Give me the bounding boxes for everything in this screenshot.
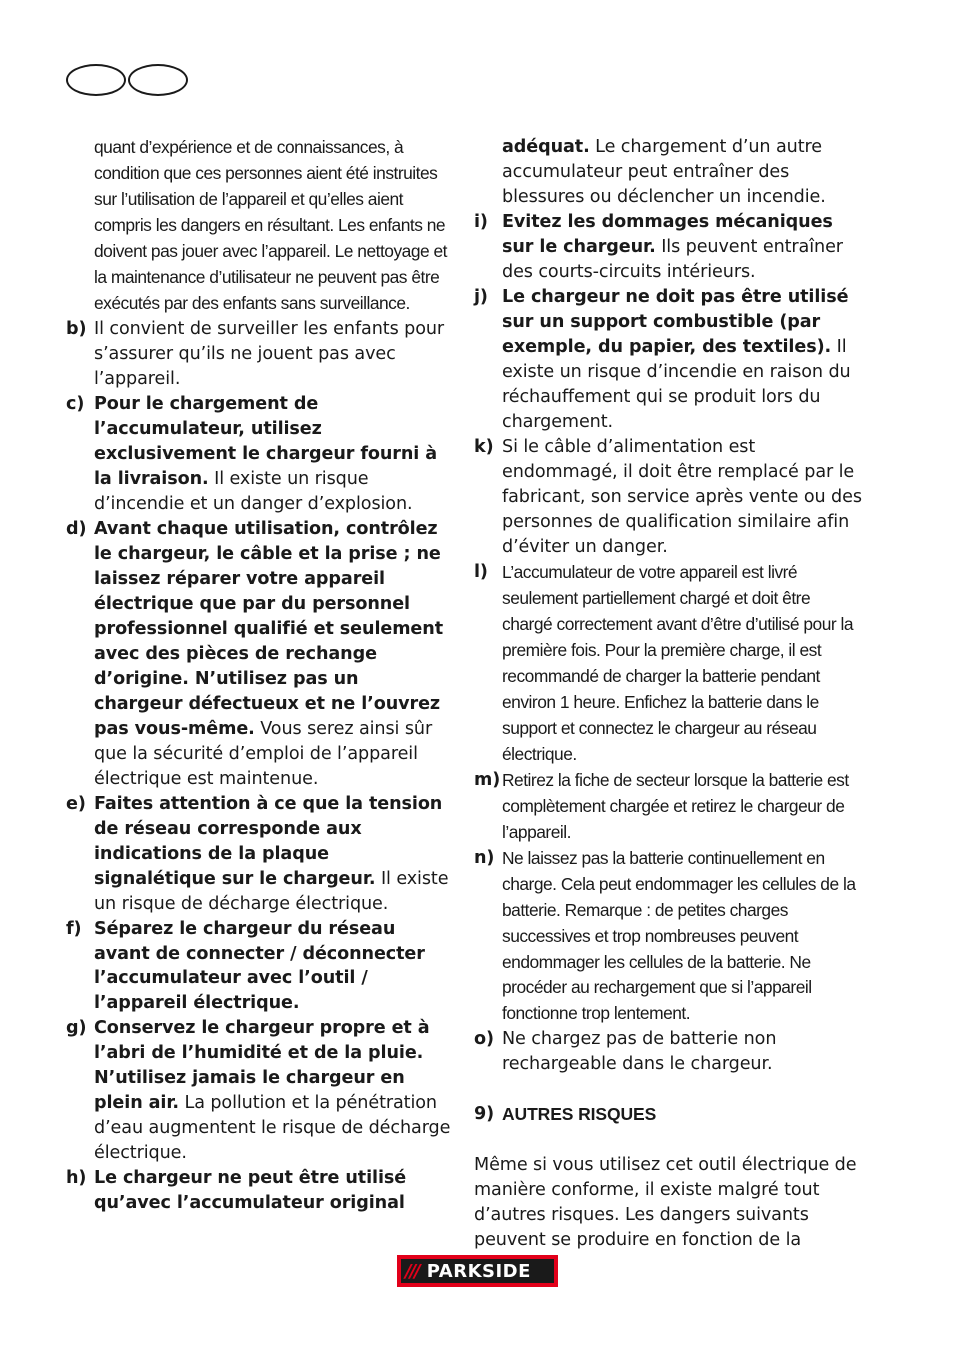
item-text: Il existe un risque d’incendie en raison du réchauffement qui se produit lors du chargement.	[502, 336, 851, 432]
item-label: m)	[474, 769, 501, 790]
list-item-l	[474, 560, 864, 768]
right-column	[474, 135, 864, 1253]
left-column	[66, 135, 452, 1216]
spacer	[474, 1077, 864, 1102]
list-item-e	[66, 792, 452, 917]
logo-slashes: ///	[405, 1260, 419, 1282]
list-item-n	[474, 846, 864, 1028]
item-text: La pollution et la pénétration d’eau augmentent le risque de décharge électrique.	[94, 1093, 451, 1164]
language-badge	[66, 64, 188, 98]
list-item-d	[66, 517, 452, 792]
item-label: f)	[66, 918, 82, 939]
item-label: j)	[474, 286, 488, 307]
item-bold-text: Conservez le chargeur propre et à l’abri de l’humidité et de la pluie. N’utilisez jamais le chargeur en plein air.	[94, 1018, 430, 1114]
item-bold-text: adéquat.	[502, 137, 590, 157]
item-text: Il existe un risque de décharge électrique.	[94, 868, 449, 914]
item-text: Si le câble d’alimentation est endommagé, il doit être remplacé par le fabricant, son service après vente ou des personnes de qualification similaire afin d’éviter un danger.	[502, 436, 862, 557]
logo-text: PARKSIDE	[426, 1260, 531, 1282]
list-item-c	[66, 392, 452, 517]
list-item-a-continuation	[66, 135, 452, 317]
spacer	[474, 1128, 864, 1153]
item-text: Il existe un risque d’incendie et un danger d’explosion.	[94, 468, 413, 514]
item-label: c)	[66, 393, 85, 414]
item-bold-text: Séparez le chargeur du réseau avant de connecter / déconnecter l’accumulateur avec l’outil / l’appareil électrique.	[94, 918, 425, 1014]
item-label: e)	[66, 793, 86, 814]
item-text: Il convient de surveiller les enfants pour s’assurer qu’ils ne jouent pas avec l’appareil.	[94, 318, 445, 389]
section-number: 9)	[474, 1104, 495, 1125]
item-bold-text: Le chargeur ne doit pas être utilisé sur un support combustible (par exemple, du papier, des textiles).	[502, 286, 849, 357]
item-text: Ils peuvent entraîner des courts-circuits intérieurs.	[502, 236, 843, 282]
item-label: n)	[474, 847, 495, 868]
item-text: L’accumulateur de votre appareil est livré seulement partiellement chargé et doit être chargé correctement avant d’être d’utilisé pour la première fois. Pour la première charge, il est recommandé de charger la batterie pendant environ 1 heure. Enfichez la batterie dans le support et connectez le chargeur au réseau électrique.	[502, 561, 854, 764]
language-badge-right-oval	[128, 64, 188, 96]
item-label: k)	[474, 436, 494, 457]
item-text: Ne chargez pas de batterie non rechargeable dans le chargeur.	[502, 1029, 777, 1075]
list-item-f	[66, 917, 452, 1017]
list-item-m	[474, 768, 864, 846]
item-text: Retirez la fiche de secteur lorsque la batterie est complètement chargée et retirez le chargeur de l’appareil.	[502, 769, 849, 842]
section-title: AUTRES RISQUES	[502, 1104, 657, 1125]
item-bold-text: Avant chaque utilisation, contrôlez le chargeur, le câble et la prise ; ne laissez réparer votre appareil électrique que par du personnel professionnel qualifié et seulement avec des pièces de rechange d’origine. N’utilisez pas un chargeur défectueux et ne l’ouvrez pas vous-même.	[94, 518, 444, 739]
list-item-b	[66, 317, 452, 392]
list-item-g	[66, 1016, 452, 1166]
item-label: b)	[66, 318, 87, 339]
list-item-h	[66, 1166, 452, 1216]
section-heading	[474, 1102, 864, 1128]
section-paragraph: Même si vous utilisez cet outil électrique de manière conforme, il existe malgré tout d’autres risques. Les dangers suivants peuvent se produire en fonction de la	[474, 1155, 857, 1251]
item-text: Le chargement d’un autre accumulateur peut entraîner des blessures ou déclencher un incendie.	[502, 137, 826, 207]
item-label: o)	[474, 1029, 494, 1050]
list-item-j	[474, 285, 864, 435]
item-bold-text: Faites attention à ce que la tension de réseau corresponde aux indications de la plaque signalétique sur le chargeur.	[94, 793, 443, 889]
list-item-i	[474, 210, 864, 285]
item-label: d)	[66, 518, 87, 539]
item-label: h)	[66, 1168, 87, 1189]
list-item-o	[474, 1027, 864, 1077]
language-badge-left-oval	[66, 64, 126, 96]
item-label: g)	[66, 1018, 87, 1039]
item-bold-text: Evitez les dommages mécaniques sur le chargeur.	[502, 211, 833, 257]
list-item-h-continuation	[474, 135, 864, 210]
item-text: Vous serez ainsi sûr que la sécurité d’emploi de l’appareil électrique est maintenue.	[94, 718, 433, 789]
item-label: i)	[474, 211, 488, 232]
item-bold-text: Le chargeur ne peut être utilisé qu’avec l’accumulateur original	[94, 1168, 407, 1214]
item-label: l)	[474, 561, 488, 582]
item-text: quant d’expérience et de connaissances, à condition que ces personnes aient été instruites sur l’utilisation de l’appareil et qu’elles aient compris les dangers en résultant. Les enfants ne doivent pas jouer avec l’appareil. Le nettoyage et la maintenance d’utilisateur ne peuvent pas être exécutés par des enfants sans surveillance.	[94, 137, 448, 313]
list-item-k	[474, 435, 864, 560]
parkside-logo	[397, 1255, 558, 1287]
item-text: Ne laissez pas la batterie continuellement en charge. Cela peut endommager les cellules de la batterie. Remarque : de petites charges successives et trop nombreuses peuvent endommager les cellules de la batterie. Ne procéder au rechargement que si l’appareil fonctionne trop lentement.	[502, 847, 856, 1024]
item-bold-text: Pour le chargement de l’accumulateur, utilisez exclusivement le chargeur fourni à la livraison.	[94, 393, 438, 489]
